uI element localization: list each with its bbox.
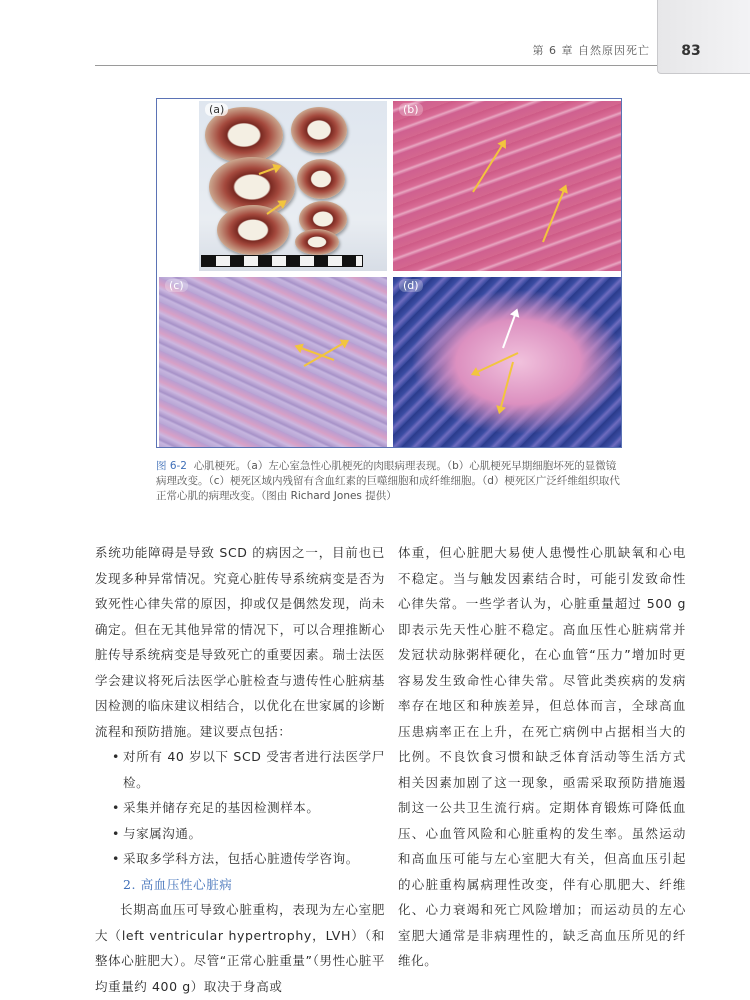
left-text-column [95, 540, 385, 999]
panel-label-c: (c) [165, 279, 188, 292]
arrow-marker [502, 310, 518, 348]
list-item: • 采集并储存充足的基因检测样本。 [95, 795, 385, 821]
page-number: 83 [681, 43, 701, 59]
section-heading: 2. 高血压性心脏病 [123, 876, 233, 892]
panel-a-gross-heart-slices [199, 101, 387, 271]
recommendation-list [95, 744, 385, 872]
figure-caption [156, 459, 626, 504]
body-paragraph: 体重，但心脏肥大易使人患慢性心肌缺氧和心电不稳定。当与触发因素结合时，可能引发致命性心律失常。一些学者认为，心脏重量超过 500 g 即表示先天性心脏不稳定。高血压性心脏病常并发冠状动脉粥样硬化，在心血管“压力”增加时更容易发生致命性心律失常。尽管此类疾病的发病率存在地区和种族差异，但总体而言，全球高血压患病率正在上升，在死亡病例中占据相当大的比例。不良饮食习惯和缺乏体育活动等生活方式相关因素加剧了这一现象，亟需采取预防措施遏制这一公共卫生流行病。定期体育锻炼可降低血压、心血管风险和心脏重构的发生率。虽然运动和高血压可能与左心室肥大有关，但高血压引起的心脏重构属病理性改变，伴有心肌肥大、纤维化、心力衰竭和死亡风险增加；而运动员的左心室肥大通常是非病理性的，缺乏高血压所见的纤维化。 [398, 545, 686, 968]
heart-slice-image [217, 205, 289, 255]
list-item: • 对所有 40 岁以下 SCD 受害者进行法医学尸检。 [95, 744, 385, 795]
figure-label: 图 6-2 [156, 460, 187, 472]
list-item: • 采取多学科方法，包括心脏遗传学咨询。 [95, 846, 385, 872]
right-text-column [398, 540, 686, 974]
heart-slice-image [291, 107, 347, 153]
panel-b-early-necrosis-micrograph [393, 101, 621, 271]
panel-label-b: (b) [399, 103, 423, 116]
page-number-tab [657, 0, 750, 74]
chapter-title: 第 6 章 自然原因死亡 [532, 44, 650, 57]
body-paragraph: 长期高血压可导致心脏重构，表现为左心室肥大（left ventricular hypertrophy，LVH）（和整体心脏肥大）。尽管“正常心脏重量”（男性心脏平均重量约 400 g）取决于身高或 [95, 902, 385, 994]
body-paragraph: 系统功能障碍是导致 SCD 的病因之一，目前也已发现多种异常情况。究竟心脏传导系统病变是否为致死性心律失常的原因，抑或仅是偶然发现，尚未确定。但在无其他异常的情况下，可以合理推断心脏传导系统病变是导致死亡的重要因素。瑞士法医学会建议将死后法医学心脏检查与遗传性心脏病基因检测的临床建议相结合，以优化在世家属的诊断流程和预防措施。建议要点包括： [95, 545, 385, 739]
list-item: • 与家属沟通。 [95, 821, 385, 847]
header-rule [95, 65, 657, 66]
panel-label-a: (a) [205, 103, 228, 116]
scale-bar [201, 255, 363, 267]
panel-d-fibrosis-micrograph [393, 277, 621, 447]
heart-slice-image [297, 159, 345, 199]
arrow-marker [304, 340, 348, 367]
heart-slice-image [295, 229, 339, 255]
panel-c-macrophage-micrograph [159, 277, 387, 447]
arrow-marker [542, 186, 566, 242]
figure-caption-text: 心肌梗死。（a）左心室急性心肌梗死的肉眼病理表现。（b）心肌梗死早期细胞坏死的显微镜病理改变。（c）梗死区域内残留有含血红素的巨噬细胞和成纤维细胞。（d）梗死区广泛纤维组织取代正常心肌的病理改变。（图由 Richard Jones 提供） [156, 460, 620, 502]
arrow-marker [499, 362, 514, 413]
running-header [0, 0, 750, 70]
arrow-marker [472, 141, 505, 193]
figure-6-2 [156, 98, 622, 448]
panel-label-d: (d) [399, 279, 423, 292]
